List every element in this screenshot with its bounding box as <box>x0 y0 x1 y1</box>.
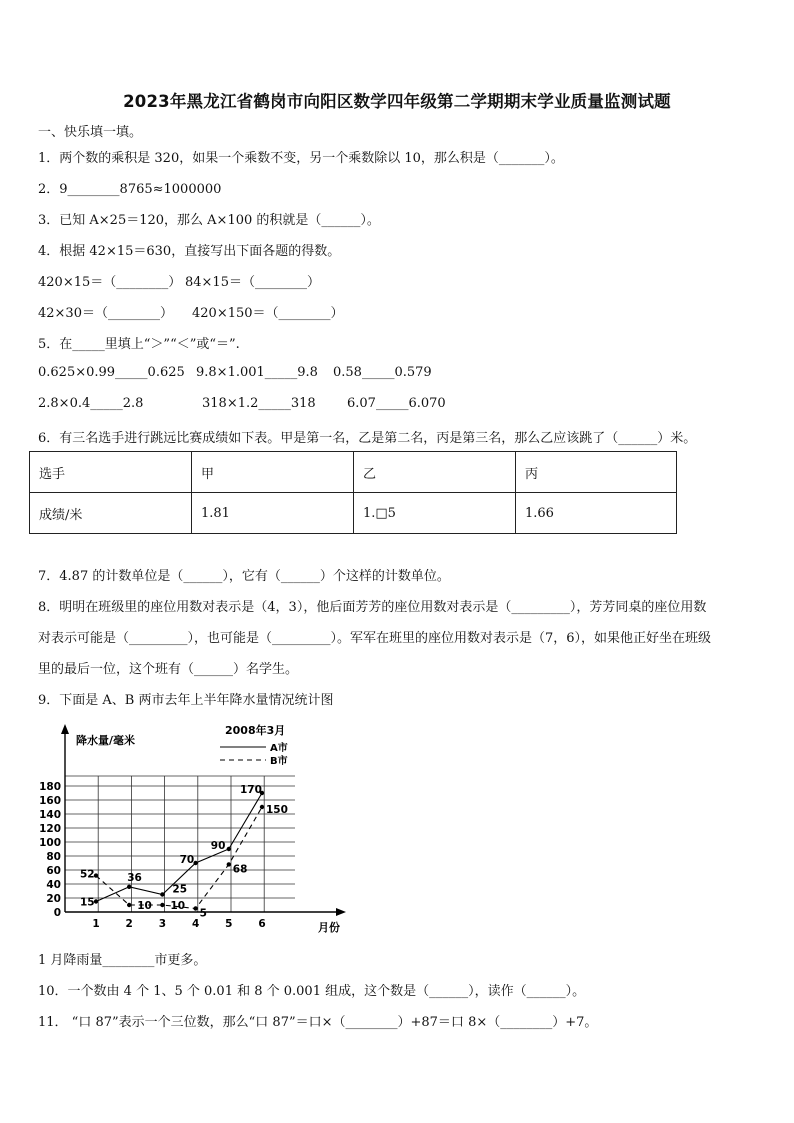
legend-label: A市 <box>270 743 288 754</box>
table-cell: 1.□5 <box>354 493 516 534</box>
x-tick-label: 1 <box>92 918 100 930</box>
y-tick-label: 100 <box>39 837 61 849</box>
question-8-line: 对表示可能是（_________），也可能是（_________）。军军在班里的座位用数对表示是（7，6），如果他正好坐在班级 <box>38 631 712 646</box>
question-4: 4．根据 42×15＝630，直接写出下面各题的得数。 <box>38 244 341 259</box>
data-label: 10 <box>137 900 152 912</box>
data-label: 68 <box>232 863 248 876</box>
y-tick-label: 120 <box>39 823 61 835</box>
question-6: 6．有三名选手进行跳远比赛成绩如下表。甲是第一名，乙是第二名，丙是第三名，那么乙应该跳了（______）米。 <box>38 431 697 446</box>
rainfall-chart <box>30 720 360 940</box>
x-tick-label: 2 <box>125 918 133 930</box>
question-4-item: 42×30＝（________） <box>38 306 173 321</box>
x-tick-label: 5 <box>225 918 233 930</box>
data-point <box>193 906 197 910</box>
question-10: 10．一个数由 4 个 1、5 个 0.01 和 8 个 0.001 组成，这个数是（______），读作（______）。 <box>38 984 586 999</box>
data-label: 36 <box>127 871 142 884</box>
data-label: 15 <box>80 896 95 909</box>
question-8-line: 里的最后一位，这个班有（______）名学生。 <box>38 662 299 677</box>
table-cell: 丙 <box>516 452 677 493</box>
x-tick-label: 6 <box>258 918 266 930</box>
y-axis-arrow <box>61 724 69 734</box>
table-row <box>30 493 677 534</box>
question-4-item: 420×150＝（________） <box>192 306 344 321</box>
question-4-item: 84×15＝（________） <box>185 275 320 290</box>
y-tick-label: 60 <box>46 865 61 877</box>
question-9-after: 1 月降雨量________市更多。 <box>38 953 207 968</box>
section-heading: 一、快乐填一填。 <box>38 125 143 140</box>
y-tick-label: 140 <box>39 809 61 821</box>
data-label: 10 <box>170 900 186 912</box>
y-tick-label: 180 <box>39 781 61 793</box>
y-tick-label: 160 <box>39 795 61 807</box>
question-9: 9．下面是 A、B 两市去年上半年降水量情况统计图 <box>38 693 334 708</box>
data-point <box>227 862 231 866</box>
question-5-item: 318×1.2_____318 <box>202 396 316 411</box>
table-cell: 成绩/米 <box>30 493 192 534</box>
question-1: 1．两个数的乘积是 320，如果一个乘数不变，另一个乘数除以 10，那么积是（_______）。 <box>38 151 564 166</box>
question-5: 5．在_____里填上“＞”“＜”或“＝”. <box>38 337 240 352</box>
legend-label: B市 <box>270 756 288 767</box>
data-label: 25 <box>172 883 188 896</box>
rainfall-chart-svg <box>30 720 360 940</box>
question-5-item: 2.8×0.4_____2.8 <box>38 396 144 411</box>
question-2: 2．9________8765≈1000000 <box>38 182 222 197</box>
data-point <box>227 847 231 851</box>
table-cell: 乙 <box>354 452 516 493</box>
data-point <box>127 885 131 889</box>
data-label: 70 <box>179 854 195 866</box>
question-8-line: 8．明明在班级里的座位用数对表示是（4，3），他后面芳芳的座位用数对表示是（_________），芳芳同桌的座位用数 <box>38 600 707 615</box>
question-3: 3．已知 A×25＝120，那么 A×100 的积就是（______）。 <box>38 213 380 228</box>
question-11: 11． “口 87”表示一个三位数，那么“口 87”＝口×（________）+87＝口 8×（________）+7。 <box>38 1015 598 1030</box>
x-tick-label: 4 <box>191 918 200 930</box>
y-tick-label: 0 <box>53 907 61 919</box>
page-title: 2023年黑龙江省鹤岗市向阳区数学四年级第二学期期末学业质量监测试题 <box>123 92 671 111</box>
question-7: 7．4.87 的计数单位是（______），它有（______）个这样的计数单位。 <box>38 569 450 584</box>
data-point <box>160 903 164 907</box>
table-cell: 选手 <box>30 452 192 493</box>
data-point <box>260 805 264 809</box>
x-axis-arrow <box>336 908 346 916</box>
score-table <box>29 451 677 534</box>
x-tick-label: 3 <box>158 918 167 930</box>
data-label: 5 <box>199 907 207 920</box>
data-label: 150 <box>266 804 288 816</box>
table-row <box>30 452 677 493</box>
question-5-item: 9.8×1.001_____9.8 <box>196 365 318 380</box>
data-label: 52 <box>80 868 95 881</box>
question-5-item: 0.58_____0.579 <box>333 365 432 380</box>
x-axis-label: 月份 <box>318 921 340 934</box>
question-4-item: 420×15＝（________） <box>38 275 182 290</box>
data-point <box>160 892 164 896</box>
question-5-item: 6.07_____6.070 <box>347 396 446 411</box>
y-tick-label: 20 <box>46 893 61 905</box>
table-cell: 1.66 <box>516 493 677 534</box>
y-axis-label: 降水量/毫米 <box>76 734 136 747</box>
data-label: 90 <box>210 840 226 852</box>
table-cell: 甲 <box>192 452 354 493</box>
question-5-item: 0.625×0.99_____0.625 <box>38 365 185 380</box>
table-cell: 1.81 <box>192 493 354 534</box>
chart-title: 2008年3月 <box>225 724 286 737</box>
y-tick-label: 40 <box>46 879 61 891</box>
data-point <box>127 903 131 907</box>
data-label: 170 <box>240 784 262 796</box>
y-tick-label: 80 <box>46 851 61 863</box>
